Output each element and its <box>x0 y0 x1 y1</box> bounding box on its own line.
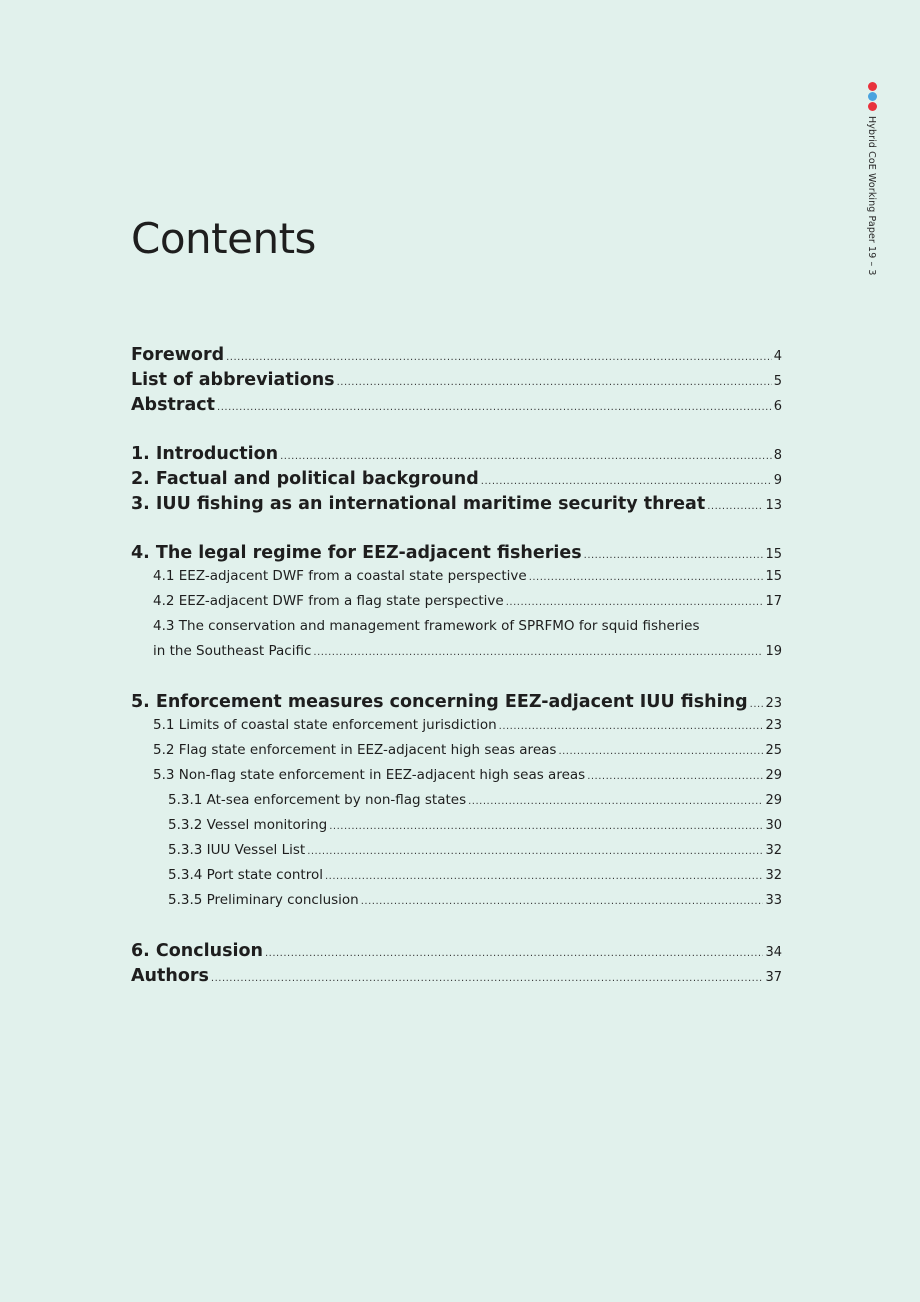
toc-entry-5-3-3[interactable] <box>131 842 782 867</box>
toc-label: 5.2 Flag state enforcement in EEZ-adjacent high seas areas <box>153 742 557 758</box>
toc-label: 5.3.4 Port state control <box>168 867 323 883</box>
toc-entry-5-3-1[interactable] <box>131 792 782 817</box>
toc-page-number: 23 <box>765 718 782 733</box>
dot-leader <box>506 597 764 608</box>
toc-page-number: 8 <box>773 448 782 463</box>
toc-label: Abstract <box>131 395 216 415</box>
toc-page-number: 29 <box>765 793 782 808</box>
toc-label: Foreword <box>131 345 225 365</box>
toc-entry-4-3[interactable] <box>131 618 782 643</box>
dot-leader <box>584 550 764 561</box>
dot-leader <box>313 647 763 658</box>
toc-entry-5-1[interactable] <box>131 717 782 742</box>
toc-label: Authors <box>131 966 209 986</box>
toc-entry-enforcement[interactable] <box>131 692 782 717</box>
toc-label: 5.3.5 Preliminary conclusion <box>168 892 359 908</box>
toc-page-number: 6 <box>773 399 782 414</box>
toc-page-number: 17 <box>765 594 782 609</box>
toc-page-number: 32 <box>765 868 782 883</box>
toc-label: 4. The legal regime for EEZ-adjacent fisheries <box>131 543 582 563</box>
table-of-contents <box>131 345 782 991</box>
toc-entry-5-3-5[interactable] <box>131 892 782 917</box>
toc-entry-security-threat[interactable] <box>131 494 782 519</box>
toc-entry-conclusion[interactable] <box>131 941 782 966</box>
toc-page-number: 30 <box>765 818 782 833</box>
toc-label-continued: in the Southeast Pacific <box>153 643 312 659</box>
toc-page-number: 32 <box>765 843 782 858</box>
toc-page-number: 9 <box>773 473 782 488</box>
toc-page-number: 4 <box>773 349 782 364</box>
toc-page-number: 19 <box>765 644 782 659</box>
toc-entry-5-2[interactable] <box>131 742 782 767</box>
toc-entry-legal-regime[interactable] <box>131 543 782 568</box>
dot-leader <box>529 572 764 583</box>
brand-dot-icon <box>868 92 877 101</box>
toc-label: 5.3.2 Vessel monitoring <box>168 817 328 833</box>
toc-page-number: 34 <box>765 945 782 960</box>
dot-leader <box>468 796 763 807</box>
toc-page-number: 37 <box>765 970 782 985</box>
toc-page-number: 15 <box>765 547 782 562</box>
dot-leader <box>325 871 763 882</box>
toc-entry-4-3-continued[interactable] <box>131 643 782 668</box>
toc-label: 5.3.3 IUU Vessel List <box>168 842 306 858</box>
toc-page-number: 5 <box>773 374 782 389</box>
toc-label: 2. Factual and political background <box>131 469 479 489</box>
toc-page-number: 15 <box>765 569 782 584</box>
toc-page-number: 29 <box>765 768 782 783</box>
toc-entry-5-3-4[interactable] <box>131 867 782 892</box>
toc-page-number: 13 <box>765 498 782 513</box>
dot-leader <box>211 973 764 984</box>
toc-label: 4.1 EEZ-adjacent DWF from a coastal state perspective <box>153 568 527 584</box>
toc-entry-background[interactable] <box>131 469 782 494</box>
brand-dot-icon <box>868 102 877 111</box>
dot-leader <box>499 721 764 732</box>
toc-entry-introduction[interactable] <box>131 444 782 469</box>
toc-page-number: 33 <box>765 893 782 908</box>
dot-leader <box>217 402 772 413</box>
dot-leader <box>307 846 763 857</box>
toc-label: 4.2 EEZ-adjacent DWF from a flag state perspective <box>153 593 504 609</box>
toc-entry-abstract[interactable] <box>131 395 782 420</box>
toc-label: 5.1 Limits of coastal state enforcement jurisdiction <box>153 717 497 733</box>
toc-label: 4.3 The conservation and management framework of SPRFMO for squid fisheries <box>153 618 700 634</box>
toc-entry-5-3[interactable] <box>131 767 782 792</box>
dot-leader <box>329 821 763 832</box>
toc-label: 5.3.1 At-sea enforcement by non-flag states <box>168 792 467 808</box>
toc-page-number: 25 <box>765 743 782 758</box>
dot-leader <box>361 896 764 907</box>
toc-label: 3. IUU fishing as an international maritime security threat <box>131 494 706 514</box>
toc-label: 5. Enforcement measures concerning EEZ-adjacent IUU fishing <box>131 692 748 712</box>
toc-entry-foreword[interactable] <box>131 345 782 370</box>
dot-leader <box>750 699 764 710</box>
toc-label: 5.3 Non-flag state enforcement in EEZ-adjacent high seas areas <box>153 767 586 783</box>
dot-leader <box>481 476 772 487</box>
brand-logo-dots <box>868 82 878 112</box>
toc-entry-5-3-2[interactable] <box>131 817 782 842</box>
dot-leader <box>226 352 772 363</box>
toc-label: List of abbreviations <box>131 370 335 390</box>
dot-leader <box>558 746 763 757</box>
brand-sidebar <box>866 82 880 302</box>
toc-entry-authors[interactable] <box>131 966 782 991</box>
toc-label: 6. Conclusion <box>131 941 263 961</box>
toc-label: 1. Introduction <box>131 444 279 464</box>
dot-leader <box>337 377 772 388</box>
toc-entry-abbreviations[interactable] <box>131 370 782 395</box>
toc-entry-4-2[interactable] <box>131 593 782 618</box>
dot-leader <box>587 771 763 782</box>
brand-dot-icon <box>868 82 877 91</box>
dot-leader <box>265 948 763 959</box>
dot-leader <box>707 501 763 512</box>
running-header: Hybrid CoE Working Paper 19 – 3 <box>866 116 877 276</box>
toc-entry-4-1[interactable] <box>131 568 782 593</box>
dot-leader <box>280 451 772 462</box>
page-title: Contents <box>131 214 316 263</box>
toc-page-number: 23 <box>765 696 782 711</box>
